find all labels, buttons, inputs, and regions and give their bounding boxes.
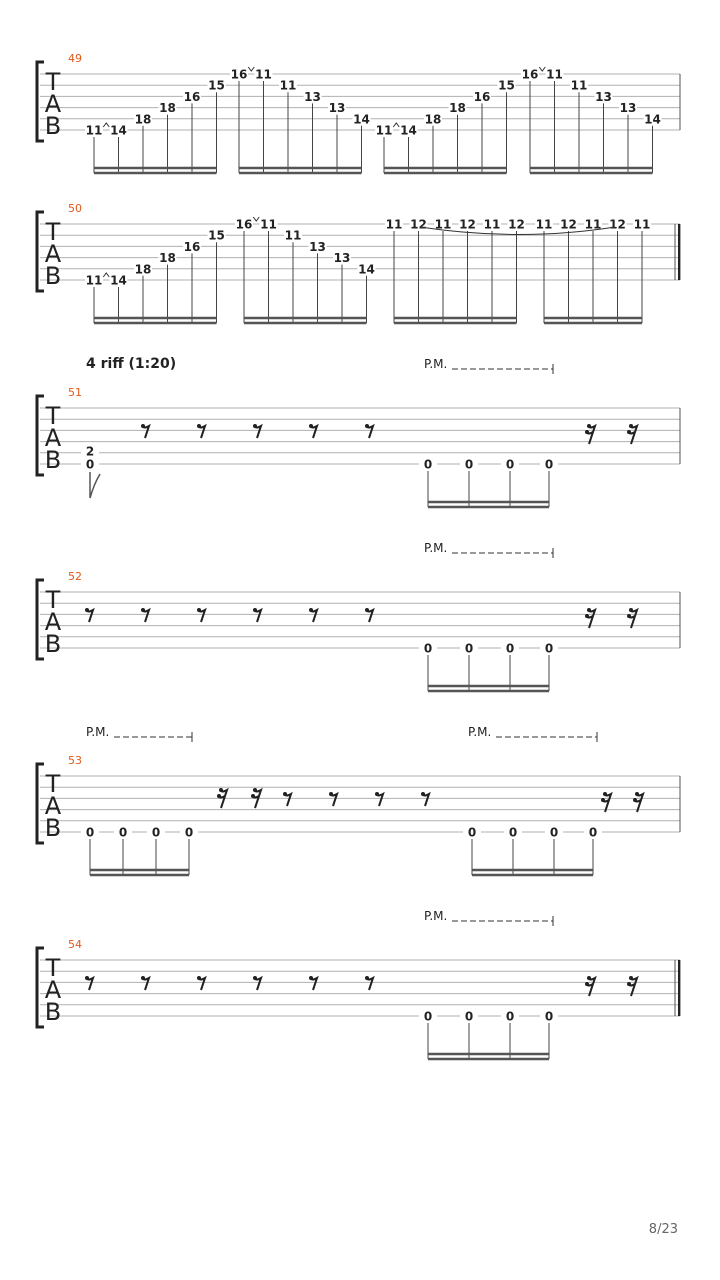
rest-dot xyxy=(627,430,631,434)
tab-staff xyxy=(37,725,680,875)
rest-dot xyxy=(633,798,637,802)
fret-number: 18 xyxy=(159,101,176,116)
fret-number: 2 xyxy=(85,444,95,459)
measure-number: 52 xyxy=(68,570,82,583)
sixteenth-rest xyxy=(252,790,261,808)
pull-off-mark xyxy=(248,67,254,71)
rest-dot xyxy=(141,976,145,980)
fret-number: 14 xyxy=(110,273,127,288)
fret-number: 13 xyxy=(304,89,321,104)
tab-letter: B xyxy=(44,262,62,290)
fret-number: 11 xyxy=(570,78,588,93)
fret-number: 11 xyxy=(483,217,501,232)
fret-number: 11 xyxy=(584,217,602,232)
tab-letter: A xyxy=(44,90,62,118)
fret-number: 0 xyxy=(423,641,433,656)
fret-number: 15 xyxy=(498,78,515,93)
fret-number: 16 xyxy=(521,67,539,82)
rest-dot xyxy=(197,976,201,980)
palm-mute-label: P.M. xyxy=(424,357,448,371)
rest-dot xyxy=(585,430,589,434)
fret-number: 16 xyxy=(230,67,248,82)
rest-dot xyxy=(587,424,591,428)
tab-letter: A xyxy=(44,976,62,1004)
measure-number: 49 xyxy=(68,52,82,65)
rest-dot xyxy=(629,608,633,612)
fret-number: 11 xyxy=(284,228,302,243)
fret-number: 0 xyxy=(118,825,128,840)
fret-number: 13 xyxy=(619,101,637,116)
rest-dot xyxy=(309,608,313,612)
palm-mute-label: P.M. xyxy=(424,541,448,555)
fret-number: 11 xyxy=(434,217,452,232)
hammer-on-mark xyxy=(393,123,399,127)
fret-number: 18 xyxy=(134,262,152,277)
fret-number: 14 xyxy=(644,112,661,127)
fret-number: 0 xyxy=(505,1009,515,1024)
tab-letter: A xyxy=(44,608,62,636)
tab-letter: B xyxy=(44,814,62,842)
fret-number: 12 xyxy=(459,217,476,232)
rest-dot xyxy=(421,792,425,796)
palm-mute-label: P.M. xyxy=(424,909,448,923)
rest-dot xyxy=(629,424,633,428)
rest-dot xyxy=(329,792,333,796)
pull-off-mark xyxy=(253,217,259,221)
rest-dot xyxy=(141,424,145,428)
rest-dot xyxy=(585,982,589,986)
fret-number: 16 xyxy=(183,89,201,104)
fret-number: 0 xyxy=(464,641,474,656)
tab-letter: A xyxy=(44,792,62,820)
fret-number: 15 xyxy=(208,228,225,243)
rest-dot xyxy=(601,798,605,802)
fret-number: 13 xyxy=(328,101,346,116)
fret-number: 12 xyxy=(508,217,525,232)
fret-number: 0 xyxy=(423,1009,433,1024)
rest-dot xyxy=(603,792,607,796)
fret-number: 0 xyxy=(508,825,518,840)
tab-letter: T xyxy=(45,218,61,246)
fret-number: 0 xyxy=(151,825,161,840)
fret-number: 0 xyxy=(464,1009,474,1024)
tab-letter: B xyxy=(44,998,62,1026)
fret-number: 11 xyxy=(633,217,651,232)
fret-number: 0 xyxy=(544,641,554,656)
pull-off-mark xyxy=(539,67,545,71)
fret-number: 11 xyxy=(385,217,403,232)
hammer-on-mark xyxy=(103,123,109,127)
rest-dot xyxy=(253,424,257,428)
fret-number: 0 xyxy=(544,1009,554,1024)
fret-number: 0 xyxy=(505,457,515,472)
fret-number: 15 xyxy=(208,78,225,93)
tab-staff xyxy=(37,52,680,173)
hammer-on-mark xyxy=(103,273,109,277)
page-number: 8/23 xyxy=(648,1222,678,1237)
rest-dot xyxy=(627,614,631,618)
tab-letter: A xyxy=(44,240,62,268)
sixteenth-rest xyxy=(218,790,227,808)
fret-number: 0 xyxy=(588,825,598,840)
rest-dot xyxy=(365,424,369,428)
rest-dot xyxy=(627,982,631,986)
measure-number: 50 xyxy=(68,202,82,215)
rest-dot xyxy=(219,788,223,792)
fret-number: 11 xyxy=(535,217,553,232)
fret-number: 12 xyxy=(609,217,626,232)
rest-dot xyxy=(283,792,287,796)
rest-dot xyxy=(365,976,369,980)
rest-dot xyxy=(629,976,633,980)
rest-dot xyxy=(85,608,89,612)
fret-number: 16 xyxy=(235,217,253,232)
rest-dot xyxy=(309,424,313,428)
rest-dot xyxy=(251,794,255,798)
tab-letter: T xyxy=(45,402,61,430)
fret-number: 18 xyxy=(449,101,466,116)
fret-number: 13 xyxy=(333,251,351,266)
fret-number: 0 xyxy=(467,825,477,840)
tab-letter: T xyxy=(45,68,61,96)
rest-dot xyxy=(85,976,89,980)
fret-number: 13 xyxy=(309,239,326,254)
fret-number: 0 xyxy=(184,825,194,840)
rest-dot xyxy=(587,608,591,612)
fret-number: 14 xyxy=(353,112,370,127)
palm-mute-label: P.M. xyxy=(86,725,110,739)
fret-number: 18 xyxy=(424,112,442,127)
palm-mute-label: P.M. xyxy=(468,725,492,739)
fret-number: 0 xyxy=(85,457,95,472)
tab-letter: A xyxy=(44,424,62,452)
fret-number: 12 xyxy=(410,217,427,232)
rest-dot xyxy=(309,976,313,980)
measure-number: 54 xyxy=(68,938,82,951)
tab-staff xyxy=(37,357,680,507)
section-label: 4 riff (1:20) xyxy=(86,356,177,372)
rest-dot xyxy=(587,976,591,980)
rest-dot xyxy=(217,794,221,798)
fret-number: 11 xyxy=(260,217,277,232)
fret-number: 18 xyxy=(134,112,152,127)
fret-number: 0 xyxy=(505,641,515,656)
fret-number: 11 xyxy=(279,78,297,93)
fret-number: 0 xyxy=(85,825,95,840)
fret-number: 11 xyxy=(255,67,272,82)
fret-number: 11 xyxy=(546,67,563,82)
rest-dot xyxy=(253,976,257,980)
fret-number: 0 xyxy=(423,457,433,472)
rest-dot xyxy=(635,792,639,796)
rest-dot xyxy=(253,608,257,612)
tab-staff xyxy=(37,909,680,1059)
rest-dot xyxy=(365,608,369,612)
tab-staff xyxy=(37,541,680,691)
rest-dot xyxy=(141,608,145,612)
tab-systems xyxy=(37,52,680,1059)
fret-number: 0 xyxy=(544,457,554,472)
tab-letter: T xyxy=(45,770,61,798)
measure-number: 51 xyxy=(68,386,82,399)
fret-number: 0 xyxy=(549,825,559,840)
tab-letter: T xyxy=(45,586,61,614)
tab-letter: B xyxy=(44,630,62,658)
rest-dot xyxy=(375,792,379,796)
fret-number: 13 xyxy=(595,89,612,104)
fret-number: 11 xyxy=(85,123,103,138)
rest-dot xyxy=(197,424,201,428)
tab-letter: T xyxy=(45,954,61,982)
rest-dot xyxy=(253,788,257,792)
rest-dot xyxy=(585,614,589,618)
tab-staff xyxy=(37,202,680,323)
fret-number: 16 xyxy=(183,239,201,254)
fret-number: 14 xyxy=(400,123,417,138)
tab-letter: B xyxy=(44,112,62,140)
fret-number: 16 xyxy=(473,89,491,104)
tab-letter: B xyxy=(44,446,62,474)
fret-number: 0 xyxy=(464,457,474,472)
note-flag xyxy=(90,472,100,498)
measure-number: 53 xyxy=(68,754,82,767)
fret-number: 11 xyxy=(375,123,393,138)
fret-number: 18 xyxy=(159,251,176,266)
rest-dot xyxy=(197,608,201,612)
fret-number: 14 xyxy=(358,262,375,277)
fret-number: 12 xyxy=(560,217,577,232)
fret-number: 14 xyxy=(110,123,127,138)
fret-number: 11 xyxy=(85,273,103,288)
